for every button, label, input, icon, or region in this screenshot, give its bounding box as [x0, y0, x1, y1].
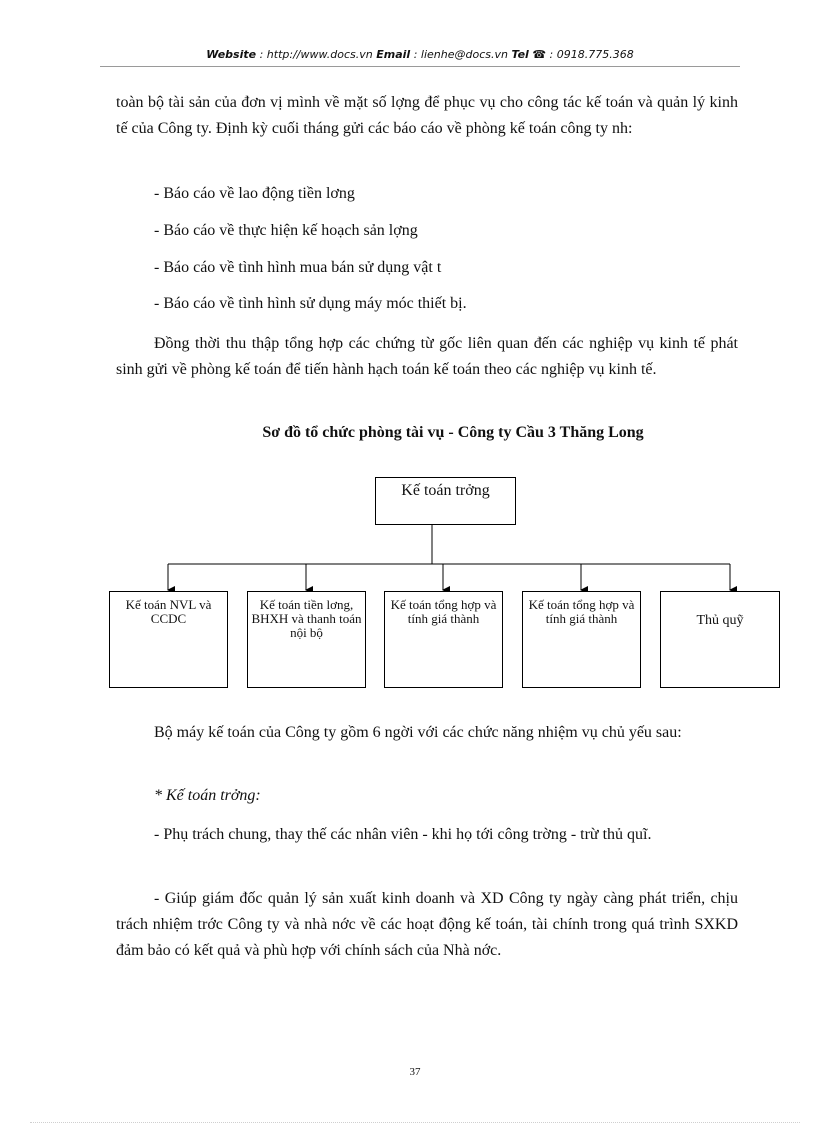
- org-node-materials-accountant: Kế toán NVL và CCDC: [109, 591, 228, 688]
- org-node-chief-accountant: Kế toán trởng: [375, 477, 516, 525]
- bullet-item: - Báo cáo về lao động tiền lơng: [154, 185, 355, 202]
- paragraph-duty-1: - Phụ trách chung, thay thế các nhân viên - khi họ tới công trờng - trừ thủ quĩ.: [154, 826, 652, 843]
- section-heading: * Kế toán trởng:: [154, 787, 261, 804]
- org-node-cost-accountant: Kế toán tổng hợp và tính giá thành: [522, 591, 641, 688]
- phone-icon: ☎: [532, 48, 547, 61]
- org-node-treasurer: Thủ quỹ: [660, 591, 780, 688]
- header-divider: [100, 66, 740, 67]
- paragraph-collect: Đồng thời thu thập tổng hợp các chứng từ gốc liên quan đến các nghiệp vụ kinh tế phát sinh gửi về phòng kế toán để tiến hành hạch toán kế toán theo các nghiệp vụ kinh tế.: [116, 335, 738, 378]
- bullet-item: - Báo cáo về tình hình sử dụng máy móc thiết bị.: [154, 295, 467, 312]
- diagram-title: Sơ đồ tổ chức phòng tài vụ - Công ty Cầu 3 Thăng Long: [262, 424, 644, 441]
- bullet-item: - Báo cáo về tình hình mua bán sử dụng vật t: [154, 259, 442, 276]
- website-label: Website: [206, 48, 257, 61]
- page-number: 37: [409, 1066, 421, 1078]
- paragraph-duty-2: - Giúp giám đốc quản lý sản xuất kinh doanh và XD Công ty ngày càng phát triển, chịu trách nhiệm trớc Công ty và nhà nớc về các hoạt động kế toán, tài chính trong quá trình SXKD đảm bảo có kết quả và phù hợp với chính sách của Nhà nớc.: [116, 890, 738, 959]
- page-header: [100, 48, 740, 61]
- email-value: : lienhe@docs.vn: [410, 48, 512, 61]
- org-node-payroll-accountant: Kế toán tiền lơng, BHXH và thanh toán nội bộ: [247, 591, 366, 688]
- org-node-general-accountant: Kế toán tổng hợp và tính giá thành: [384, 591, 503, 688]
- bullet-item: - Báo cáo về thực hiện kế hoạch sản lợng: [154, 222, 418, 239]
- tel-label: Tel: [511, 48, 529, 61]
- tel-value: : 0918.775.368: [546, 48, 634, 61]
- paragraph-intro: toàn bộ tài sản của đơn vị mình về mặt số lợng để phục vụ cho công tác kế toán và quản lý kinh tế của Công ty. Định kỳ cuối tháng gửi các báo cáo về phòng kế toán công ty nh:: [116, 94, 738, 137]
- website-value: : http://www.docs.vn: [256, 48, 377, 61]
- email-label: Email: [376, 48, 411, 61]
- paragraph-staff: Bộ máy kế toán của Công ty gồm 6 ngời với các chức năng nhiệm vụ chủ yếu sau:: [154, 724, 682, 741]
